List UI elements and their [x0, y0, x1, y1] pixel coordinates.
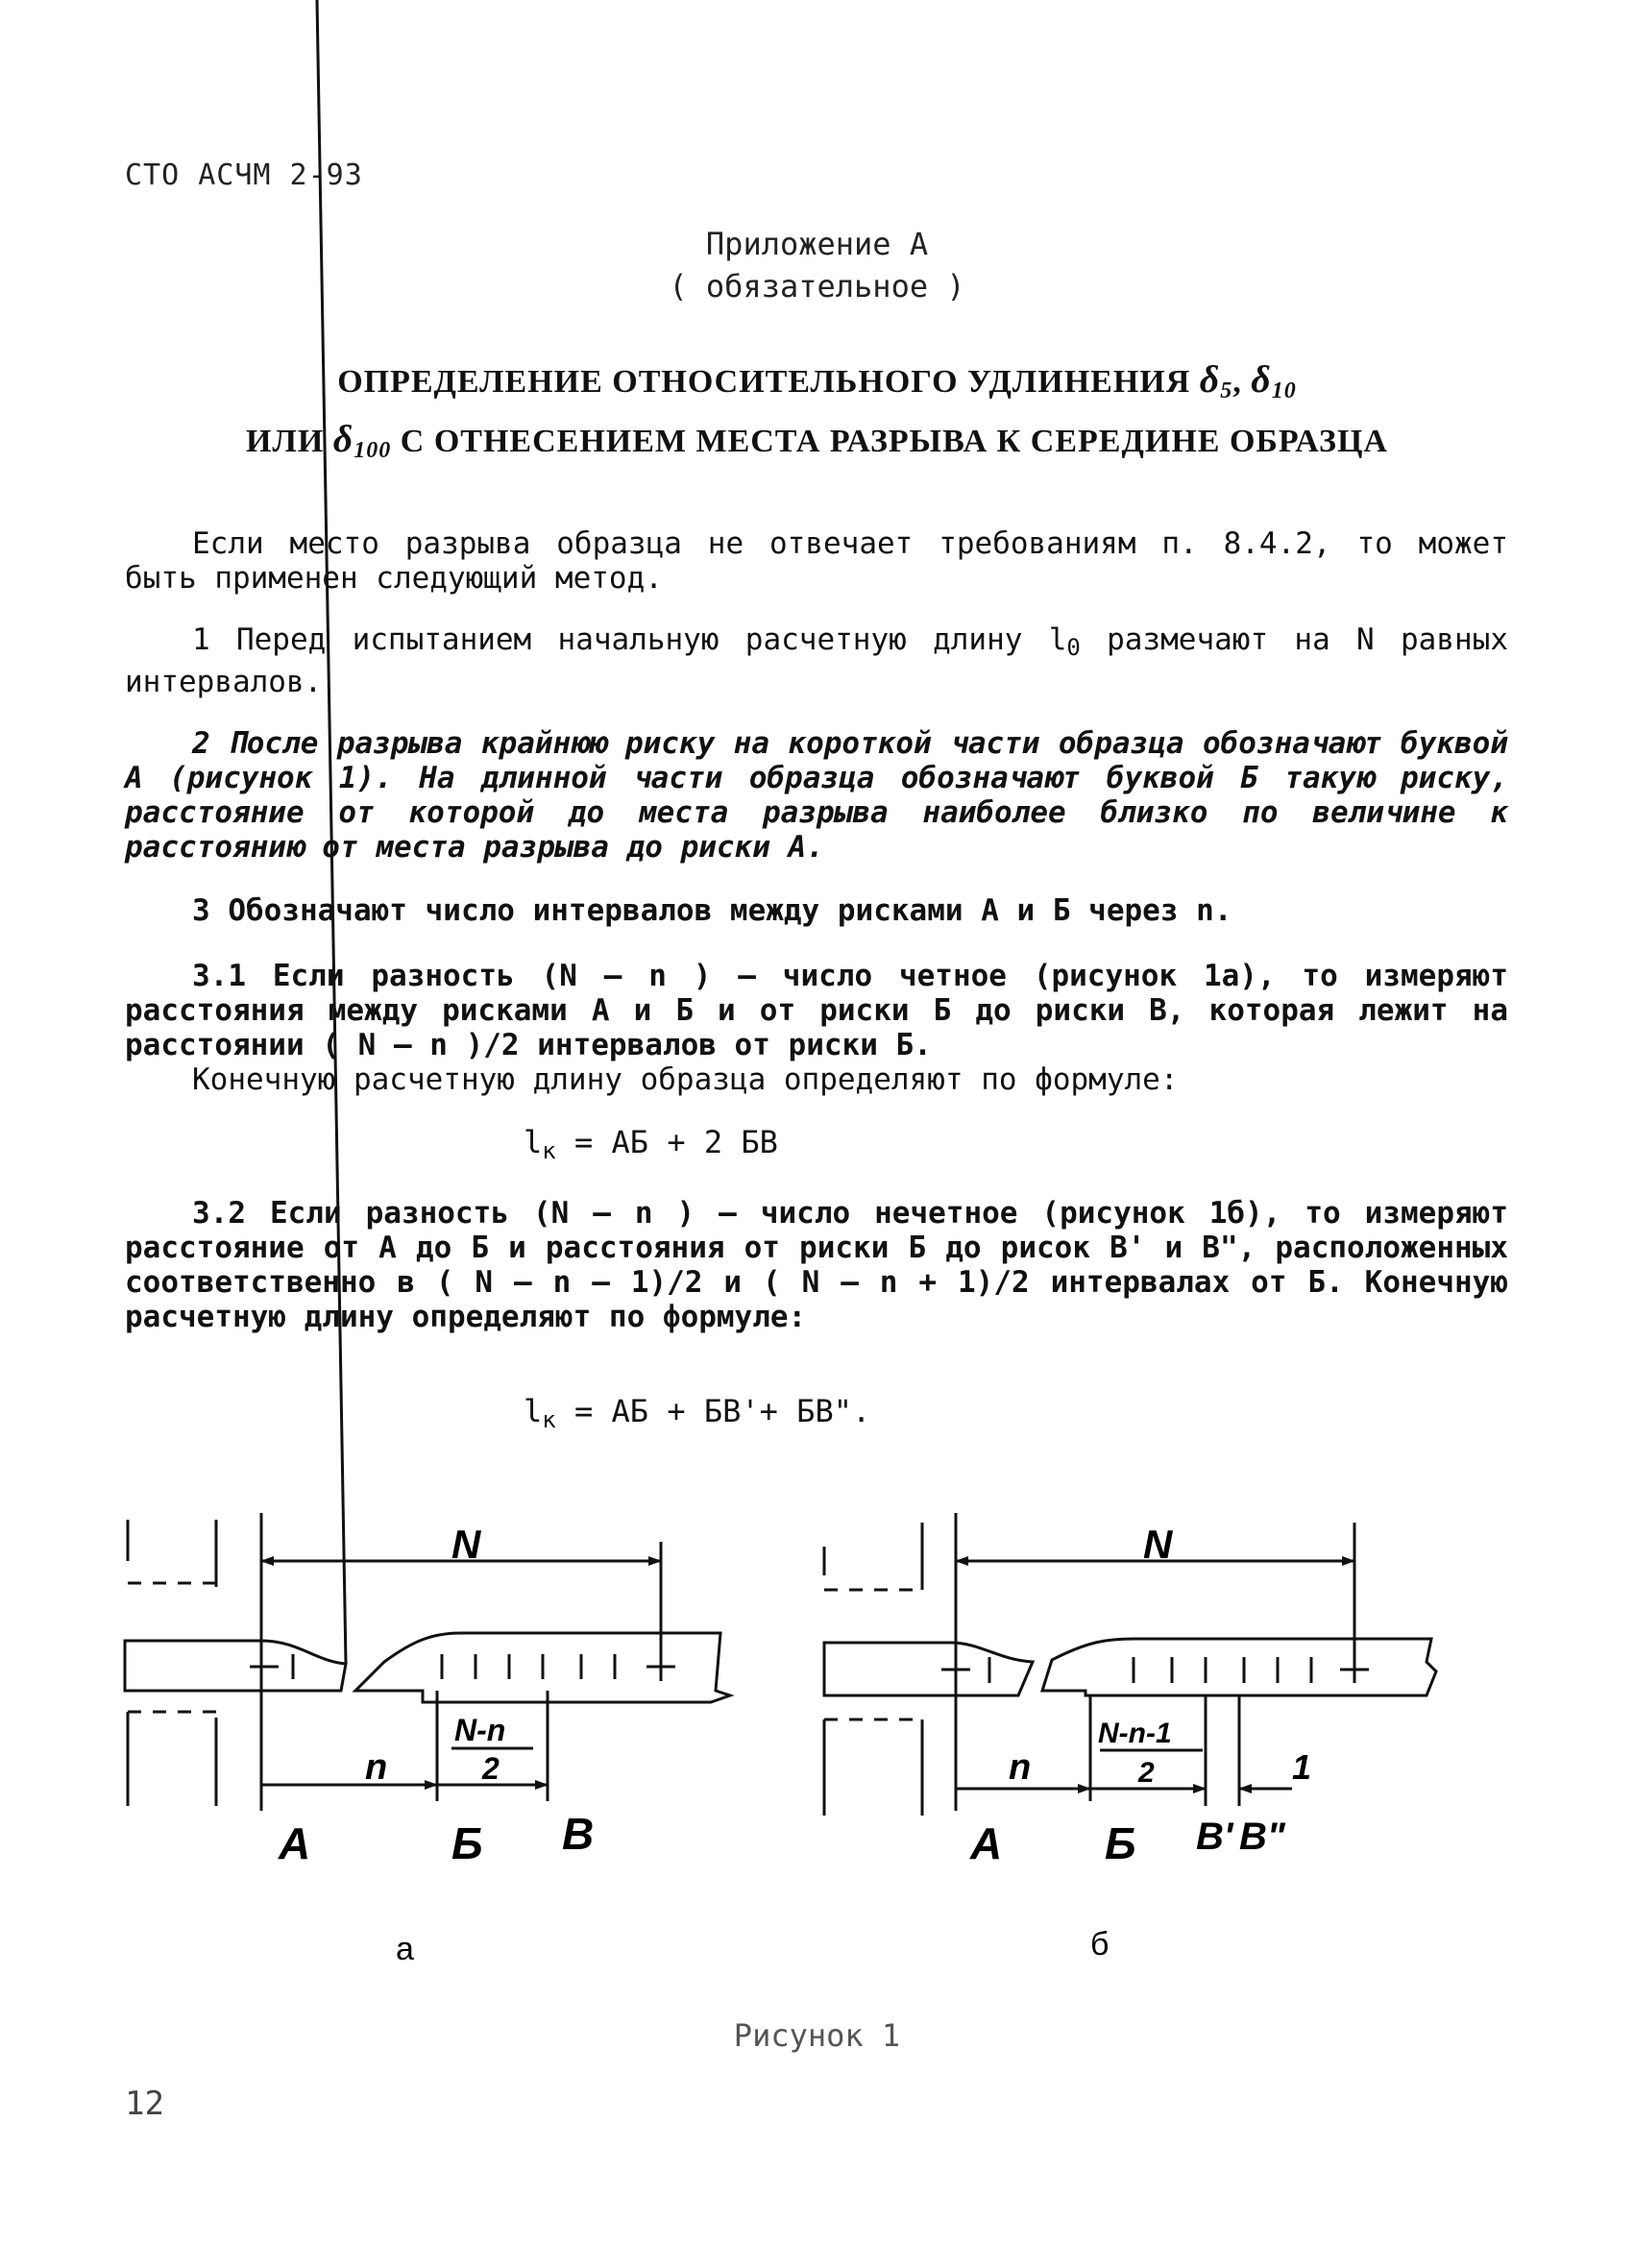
section-title-line2: ИЛИ $\delta_{100}$ С ОТНЕСЕНИЕМ МЕСТА РАЗРЫВА К СЕРЕДИНЕ ОБРАЗЦА	[246, 417, 1388, 463]
appendix-title: Приложение А	[705, 226, 929, 262]
figure-1a-diagram	[125, 0, 730, 1811]
paragraph-intro: Если место разрыва образца не отвечает требованиям п. 8.4.2, то может быть применен следующий метод.	[125, 526, 1508, 596]
formula-1: $l_к$ = АБ + 2 БВ	[524, 1124, 778, 1164]
figure-1b-diagram	[824, 1513, 1436, 1816]
figure-1a-sublabel: а	[396, 1931, 414, 1967]
delta5-symbol: $\delta_5$	[1199, 357, 1233, 403]
figure-1a-fraction-denominator: 2	[482, 1751, 500, 1786]
formula-2: $l_к$ = АБ + БВ'+ БВ".	[524, 1393, 871, 1433]
paragraph-3-2: 3.2 Если разность (N – n ) – число нечетное (рисунок 1б), то измеряют расстояние от А до Б и расстояния от риски Б до рисок В' и В", расположенных соответственно в ( N – n – 1)/2 и ( N – n + 1)/2 интервалах от Б. Конечную расчетную длину определяют по формуле:	[125, 1196, 1508, 1334]
figure-caption: Рисунок 1	[733, 2017, 901, 2054]
document-code: СТО АСЧМ 2-93	[125, 159, 363, 192]
figure-1a-label-n: n	[365, 1747, 388, 1788]
figure-1a-mark-V: В	[562, 1809, 595, 1859]
figure-1b-mark-V2: В"	[1239, 1816, 1285, 1858]
appendix-status: ( обязательное )	[669, 268, 965, 305]
figure-1b-mark-A: А	[970, 1818, 1003, 1868]
paragraph-3-1: 3.1 Если разность (N – n ) – число четное (рисунок 1а), то измеряют расстояния между рисками А и Б и от риски Б до риски В, которая лежит на расстоянии ( N – n )/2 интервалов от риски Б.	[125, 959, 1508, 1062]
figure-1b-label-1: 1	[1292, 1747, 1312, 1787]
paragraph-2: 2 После разрыва крайнюю риску на короткой части образца обозначают буквой А (рисунок 1). На длинной части образца обозначают буквой Б такую риску, расстояние от которой до места разрыва наиболее близко по величине к расстоянию от места разрыва до риски А.	[125, 726, 1508, 865]
figure-1a-fraction-numerator: N-n	[454, 1713, 506, 1747]
figure-1a-label-N: N	[451, 1522, 481, 1567]
page-number: 12	[125, 2085, 164, 2123]
figure-1b-label-n: n	[1009, 1747, 1032, 1788]
figure-1b-fraction-denominator: 2	[1138, 1757, 1155, 1789]
paragraph-3: 3 Обозначают число интервалов между рисками А и Б через n.	[192, 893, 1232, 928]
section-title-line1: ОПРЕДЕЛЕНИЕ ОТНОСИТЕЛЬНОГО УДЛИНЕНИЯ $\delta_5$, $\delta_{10}$	[337, 357, 1297, 403]
figure-1b-fraction-numerator: N-n-1	[1098, 1718, 1172, 1749]
figure-1b-mark-B: Б	[1105, 1818, 1136, 1868]
figure-1a-mark-B: Б	[451, 1818, 483, 1868]
figure-1b-mark-V1: В'	[1196, 1816, 1233, 1858]
delta10-symbol: $\delta_{10}$	[1251, 357, 1297, 403]
figure-1a-mark-A: А	[279, 1818, 311, 1868]
delta100-symbol: $\delta_{100}$	[332, 417, 392, 463]
figure-1b-label-N: N	[1143, 1522, 1173, 1567]
paragraph-3-1-formula-intro: Конечную расчетную длину образца определяют по формуле:	[192, 1062, 1179, 1097]
paragraph-1: 1 Перед испытанием начальную расчетную длину $l_0$ размечают на N равных интервалов.	[125, 622, 1508, 699]
figure-1b-sublabel: б	[1090, 1926, 1110, 1963]
